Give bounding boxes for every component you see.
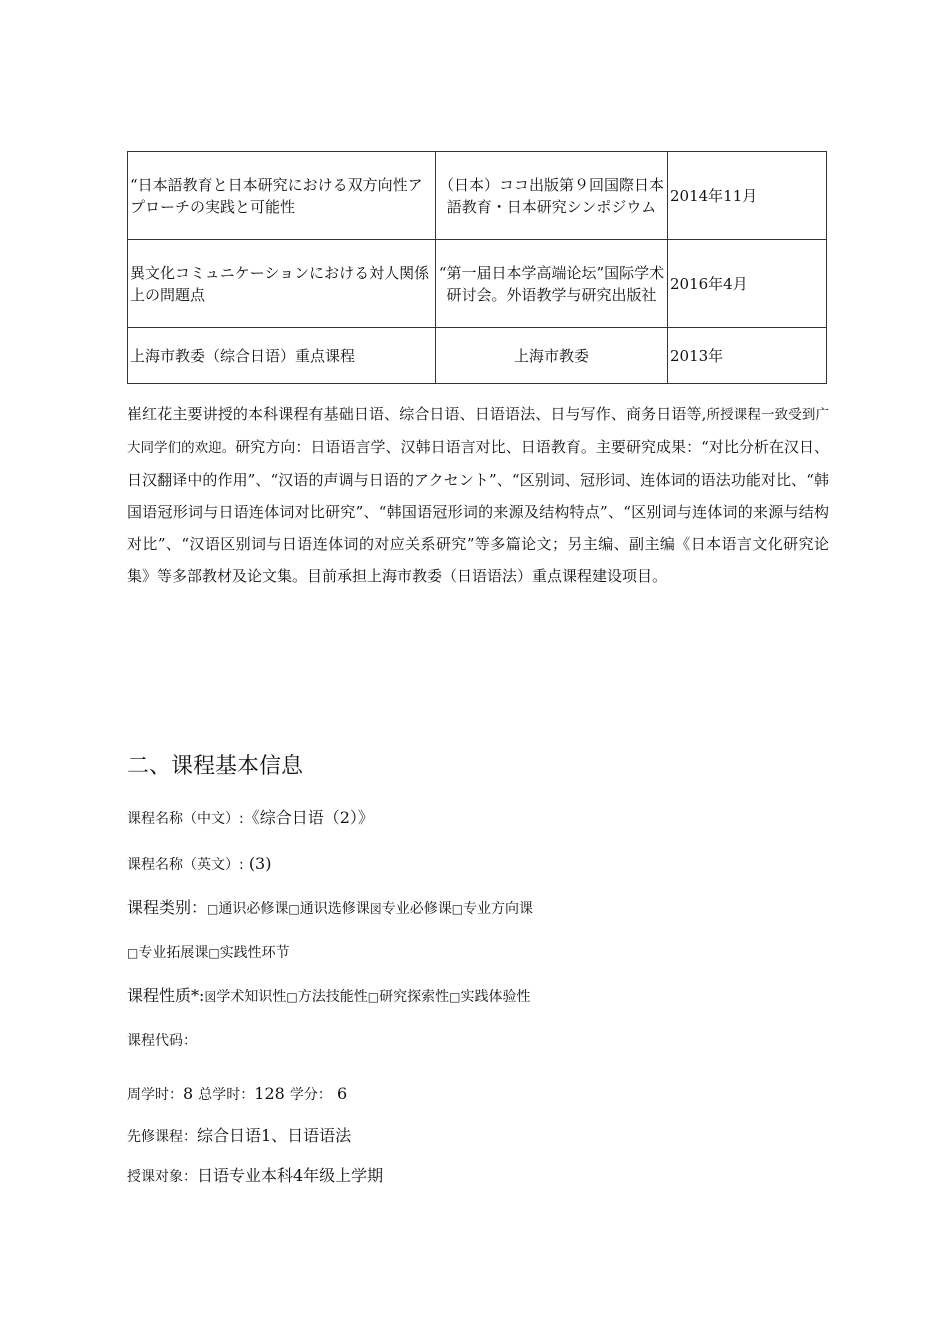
course-nature-option: 实践体验性 — [460, 989, 531, 1005]
bio-part-2: 所授课程一致受到广大同学们的欢迎。 — [127, 407, 830, 456]
week-hours-value: 8 — [183, 1084, 194, 1103]
audience-label: 授课对象： — [127, 1169, 197, 1185]
total-hours-label: 总学时： — [198, 1087, 255, 1103]
bio-part-3: 研究方向：日语语言学、汉韩日语言对比、日语教育。主要研究成果：“对比分析在汉日、日汉翻译中的作用”、“汉语的声调与日语的アクセント”、“区别词、冠形词、连体词的语法功能对比、“韩国语冠形词与日语连体词对比研究”、“韩国语冠形词的来源及结构特点”、“区别词与连体词的来源与结构对比”、“汉语区别词与日语连体词的对应关系研究”等多篇论文；另主编、副主编《日本语言文化研究论集》等多部教材及论文集。目前承担上海市教委（日语语法）重点课程建设项目。 — [127, 438, 829, 585]
audience-value: 日语专业本科4年级上学期 — [197, 1166, 384, 1185]
checked-box-icon: 図 — [204, 990, 217, 1004]
checkbox-icon: □ — [449, 990, 461, 1004]
course-name-en-value: (3) — [248, 854, 272, 873]
course-nature-option: 方法技能性 — [297, 989, 368, 1005]
checked-box-icon: 図 — [369, 902, 382, 916]
total-hours-value: 128 — [254, 1084, 285, 1103]
prereq-label: 先修课程： — [127, 1129, 197, 1145]
checkbox-icon: □ — [286, 990, 298, 1004]
course-nature-option: 研究探索性 — [379, 989, 450, 1005]
course-audience — [127, 1164, 383, 1189]
course-type-option: 实践性环节 — [219, 945, 290, 961]
checkbox-icon: □ — [208, 946, 220, 960]
course-type-label: 课程类别： — [127, 898, 208, 917]
course-nature-option: 学术知识性 — [216, 989, 287, 1005]
checkbox-icon: □ — [127, 946, 139, 960]
course-type-option: 通识必修课 — [218, 901, 289, 917]
awards-table — [127, 151, 827, 384]
table-row — [128, 240, 827, 328]
course-prereq — [127, 1124, 351, 1149]
course-type-option: 通识选修课 — [299, 901, 370, 917]
credit-label: 学分： — [289, 1087, 332, 1103]
award-venue: 上海市教委 — [436, 328, 668, 384]
bio-paragraph — [127, 398, 829, 592]
course-name-en — [127, 852, 271, 877]
credit-value: 6 — [337, 1084, 348, 1103]
award-date: 2016年4月 — [668, 240, 827, 328]
course-hours — [127, 1082, 347, 1107]
award-title: 上海市教委（综合日语）重点课程 — [128, 328, 436, 384]
course-name-cn — [127, 806, 374, 831]
checkbox-icon: □ — [451, 902, 464, 916]
award-title: 異文化コミュニケーションにおける対人関係上の問題点 — [128, 240, 436, 328]
award-date: 2014年11月 — [668, 152, 827, 240]
course-name-cn-label: 课程名称（中文）: — [127, 811, 244, 827]
award-venue: “第一届日本学高端论坛”国际学术研讨会。外语教学与研究出版社 — [436, 240, 668, 328]
course-name-en-label: 课程名称（英文）: — [127, 857, 244, 873]
course-type-option: 专业拓展课 — [138, 945, 209, 961]
section-heading: 二、课程基本信息 — [127, 754, 304, 779]
prereq-value: 综合日语1、日语语法 — [197, 1126, 352, 1145]
checkbox-icon: □ — [367, 990, 380, 1004]
course-code-label: 课程代码： — [127, 1033, 197, 1049]
course-type-line-1 — [127, 896, 533, 921]
award-venue: （日本）ココ出版第９回国際日本語教育・日本研究シンポジウム — [436, 152, 668, 240]
course-type-option: 专业方向课 — [463, 901, 534, 917]
bio-part-1: 崔红花主要讲授的本科课程有基础日语、综合日语、日语语法、日与写作、商务日语等, — [127, 405, 707, 423]
course-nature — [127, 984, 530, 1009]
course-nature-label: 课程性质*: — [127, 986, 205, 1005]
course-code — [127, 1028, 197, 1053]
table-row — [128, 152, 827, 240]
checkbox-icon: □ — [288, 902, 300, 916]
checkbox-icon: □ — [207, 902, 219, 916]
course-name-cn-value: 《综合日语（2）》 — [243, 808, 374, 827]
table-row — [128, 328, 827, 384]
course-type-option: 专业必修课 — [381, 901, 452, 917]
course-type-line-2 — [127, 940, 290, 965]
week-hours-label: 周学时： — [127, 1087, 183, 1103]
award-date: 2013年 — [668, 328, 827, 384]
award-title: “日本語教育と日本研究における双方向性アプローチの実践と可能性 — [128, 152, 436, 240]
